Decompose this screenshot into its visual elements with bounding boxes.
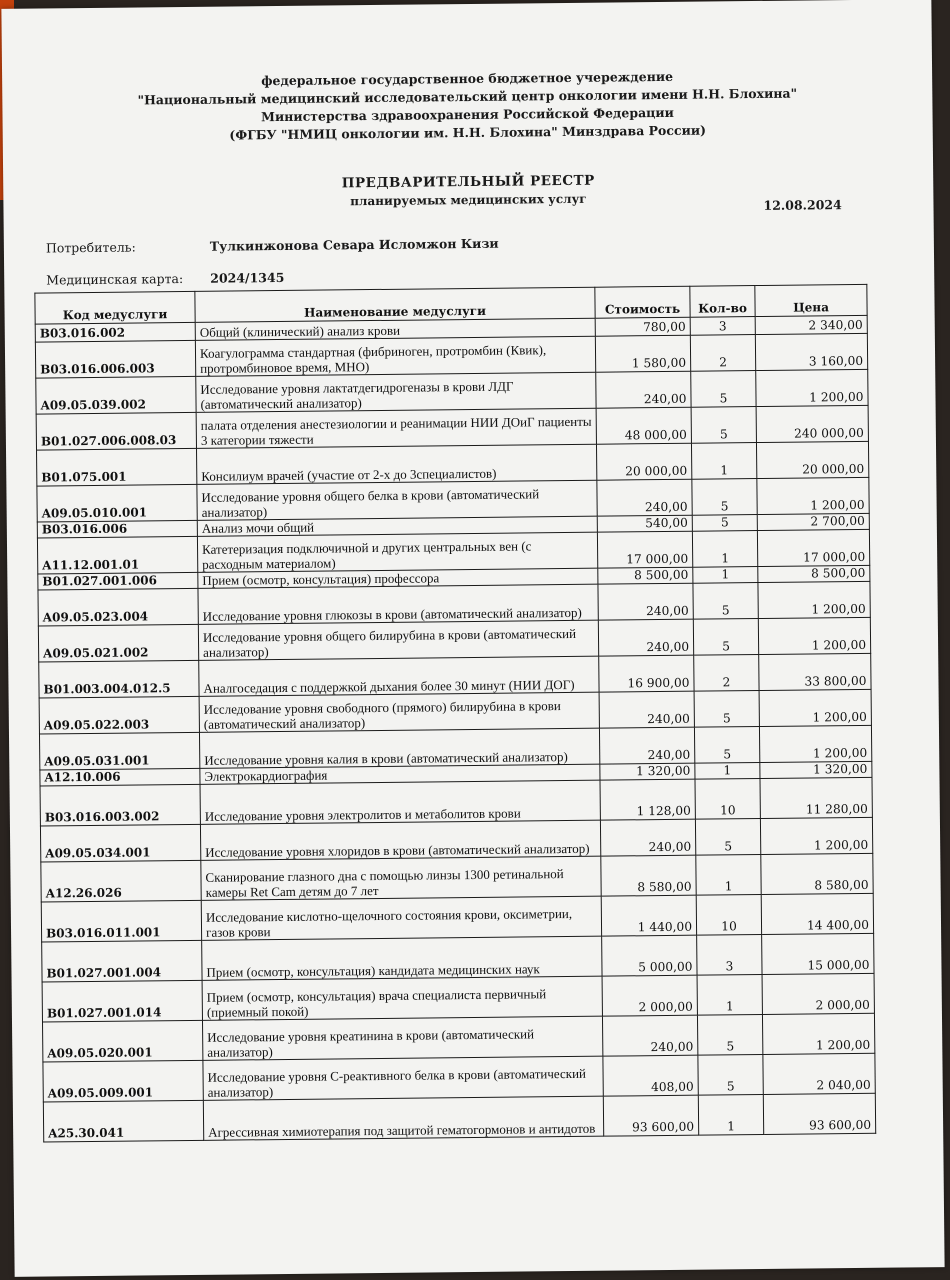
service-price: 1 200,00 [757, 477, 869, 514]
service-quantity: 5 [693, 619, 758, 656]
service-price: 2 000,00 [762, 973, 874, 1014]
service-name: Исследование уровня креатинина в крови (автоматический анализатор) [202, 1016, 602, 1060]
consumer-label: Потребитель: [45, 239, 136, 256]
service-price: 1 200,00 [756, 369, 868, 406]
service-price: 93 600,00 [763, 1093, 875, 1134]
service-quantity: 5 [692, 515, 757, 532]
document-date: 12.08.2024 [763, 197, 842, 213]
header-cost: Стоимость [595, 286, 690, 318]
service-cost: 1 440,00 [601, 895, 696, 936]
service-cost: 240,00 [599, 691, 694, 728]
service-price: 8 500,00 [758, 565, 870, 582]
service-price: 1 320,00 [760, 761, 872, 778]
service-code: A09.05.031.001 [39, 732, 199, 770]
service-cost: 8 580,00 [601, 855, 696, 896]
service-code: A12.26.026 [41, 860, 201, 902]
service-quantity: 5 [691, 371, 756, 408]
service-quantity: 5 [691, 407, 756, 444]
medical-card-number: 2024/1345 [210, 269, 285, 286]
service-price: 14 400,00 [761, 893, 873, 934]
service-code: B01.027.001.006 [38, 572, 198, 590]
service-code: B01.027.001.004 [42, 940, 202, 982]
services-table [34, 284, 876, 1143]
service-price: 1 200,00 [762, 1013, 874, 1054]
service-cost: 17 000,00 [597, 531, 692, 568]
service-cost: 408,00 [603, 1055, 698, 1096]
header-line-3: Министерства здравоохранения Российской Федерации [261, 104, 674, 125]
service-price: 3 160,00 [755, 333, 867, 370]
service-cost: 1 320,00 [600, 763, 695, 780]
service-name: Прием (осмотр, консультация) кандидата медицинских наук [202, 936, 602, 980]
service-quantity: 1 [697, 974, 762, 1015]
header-line-1: федеральное государственное бюджетное учереждение [261, 68, 674, 89]
service-name: Исследование уровня калия в крови (автоматический анализатор) [199, 728, 599, 768]
service-price: 1 200,00 [758, 617, 870, 654]
consumer-row [46, 236, 499, 256]
service-quantity: 10 [696, 894, 761, 935]
service-cost: 240,00 [598, 619, 693, 656]
service-price: 33 800,00 [759, 653, 871, 690]
service-quantity: 1 [696, 854, 761, 895]
service-cost: 5 000,00 [602, 935, 697, 976]
service-name: Электрокардиография [200, 764, 600, 784]
service-name: Прием (осмотр, консультация) врача специалиста первичный (приемный покой) [202, 976, 602, 1020]
service-quantity: 2 [690, 335, 755, 372]
service-code: A09.05.039.002 [36, 376, 196, 414]
service-quantity: 5 [693, 583, 758, 620]
service-cost: 16 900,00 [599, 655, 694, 692]
service-name: Исследование кислотно-щелочного состояния крови, оксиметрии, газов крови [201, 896, 601, 940]
service-cost: 240,00 [602, 1015, 697, 1056]
service-cost: 48 000,00 [596, 407, 691, 444]
service-code: A09.05.009.001 [43, 1060, 203, 1102]
service-quantity: 3 [690, 317, 755, 336]
service-code: B03.016.003.002 [40, 784, 200, 826]
service-name: Прием (осмотр, консультация) профессора [198, 568, 598, 588]
header-line-2: "Национальный медицинский исследовательский центр онкологии имени Н.Н. Блохина" [137, 85, 798, 108]
service-quantity: 5 [694, 691, 759, 728]
service-name: Аналгоседация с поддержкой дыхания более 30 минут (НИИ ДОГ) [199, 656, 599, 696]
service-cost: 240,00 [596, 371, 691, 408]
service-quantity: 3 [697, 934, 762, 975]
service-name: Исследование уровня электролитов и метаболитов крови [200, 780, 600, 824]
service-code: B03.016.006 [37, 520, 197, 538]
service-quantity: 5 [698, 1054, 763, 1095]
service-cost: 2 000,00 [602, 975, 697, 1016]
service-code: B03.016.006.003 [35, 340, 195, 378]
service-code: A25.30.041 [43, 1100, 203, 1142]
service-price: 20 000,00 [756, 441, 868, 478]
service-quantity: 1 [693, 567, 758, 584]
service-price: 2 700,00 [757, 513, 869, 530]
medical-card-row [46, 270, 284, 287]
service-cost: 1 128,00 [600, 779, 695, 820]
service-quantity: 1 [692, 531, 757, 568]
service-price: 1 200,00 [759, 725, 871, 762]
service-name: Агрессивная химиотерапия под защитой гематогормонов и антидотов [203, 1096, 603, 1140]
service-price: 15 000,00 [762, 933, 874, 974]
service-name: Коагулограмма стандартная (фибриноген, протромбин (Квик), протромбиновое время, МНО) [195, 336, 595, 376]
service-price: 2 340,00 [755, 315, 867, 334]
service-cost: 8 500,00 [598, 567, 693, 584]
header-line-4: (ФГБУ "НМИЦ онкологии им. Н.Н. Блохина" Минздрава России) [229, 122, 707, 143]
service-quantity: 5 [694, 727, 759, 764]
medical-card-label: Медицинская карта: [46, 271, 184, 288]
service-name: Сканирование глазного дна с помощью линзы 1300 ретинальной камеры Ret Cam детям до 7 лет [201, 856, 601, 900]
service-name: Исследование уровня С-реактивного белка в крови (автоматический анализатор) [203, 1056, 603, 1100]
service-name: Исследование уровня хлоридов в крови (автоматический анализатор) [200, 820, 600, 860]
service-code: B01.027.001.014 [42, 980, 202, 1022]
service-price: 240 000,00 [756, 405, 868, 442]
service-cost: 93 600,00 [603, 1095, 698, 1136]
service-cost: 240,00 [598, 583, 693, 620]
service-code: A09.05.023.004 [38, 588, 198, 626]
service-price: 2 040,00 [763, 1053, 875, 1094]
service-code: A09.05.022.003 [39, 696, 199, 734]
service-code: A09.05.021.002 [38, 624, 198, 662]
service-price: 8 580,00 [761, 853, 873, 894]
title-main: ПРЕДВАРИТЕЛЬНЫЙ РЕЕСТР [341, 172, 595, 192]
service-quantity: 5 [692, 479, 757, 516]
header-price: Цена [755, 284, 867, 316]
service-name: Катетеризация подключичной и других центральных вен (с расходным материалом) [197, 532, 597, 572]
service-code: B01.003.004.012.5 [39, 660, 199, 698]
service-cost: 240,00 [599, 727, 694, 764]
service-name: Анализ мочи общий [197, 516, 597, 536]
service-quantity: 1 [691, 443, 756, 480]
service-code: B01.027.006.008.03 [36, 412, 196, 450]
service-name: Исследование уровня свободного (прямого) билирубина в крови (автоматический анализатор) [199, 692, 599, 732]
service-price: 11 280,00 [760, 777, 872, 818]
service-price: 1 200,00 [758, 581, 870, 618]
table-row [43, 1093, 875, 1142]
service-cost: 1 580,00 [595, 335, 690, 372]
service-code: B03.016.011.001 [41, 900, 201, 942]
service-quantity: 1 [698, 1094, 763, 1135]
service-name: Исследование уровня лактатдегидрогеназы в крови ЛДГ (автоматический анализатор) [196, 372, 596, 412]
header-code: Код медуслуги [35, 291, 195, 324]
service-price: 17 000,00 [757, 529, 869, 566]
service-quantity: 2 [694, 655, 759, 692]
institution-header [2, 65, 933, 147]
service-quantity: 5 [695, 819, 760, 856]
service-name: палата отделения анестезиологии и реанимации НИИ ДОиГ пациенты 3 категории тяжести [196, 408, 596, 448]
service-code: A09.05.034.001 [40, 824, 200, 862]
title-sub: планируемых медицинских услуг [350, 191, 587, 209]
service-quantity: 10 [695, 779, 760, 820]
service-code: A09.05.020.001 [42, 1020, 202, 1062]
service-name: Исследование уровня глюкозы в крови (автоматический анализатор) [198, 584, 598, 624]
header-name: Наименование медуслуги [195, 287, 595, 322]
service-code: A09.05.010.001 [37, 484, 197, 522]
service-cost: 780,00 [595, 317, 690, 336]
service-name: Общий (клинический) анализ крови [195, 318, 595, 340]
service-name: Консилиум врачей (участие от 2-х до 3специалистов) [196, 444, 596, 484]
service-cost: 20 000,00 [596, 443, 691, 480]
service-cost: 540,00 [597, 515, 692, 532]
header-qty: Кол-во [690, 286, 755, 318]
service-cost: 240,00 [597, 479, 692, 516]
service-name: Исследование уровня общего билирубина в крови (автоматический анализатор) [198, 620, 598, 660]
service-code: A11.12.001.01 [37, 536, 197, 574]
consumer-name: Тулкинжонова Севара Исломжон Кизи [209, 235, 499, 254]
service-cost: 240,00 [600, 819, 695, 856]
service-name: Исследование уровня общего белка в крови (автоматический анализатор) [197, 480, 597, 520]
service-code: B03.016.002 [35, 322, 195, 342]
service-quantity: 1 [695, 763, 760, 780]
service-quantity: 5 [697, 1014, 762, 1055]
service-price: 1 200,00 [759, 689, 871, 726]
service-price: 1 200,00 [760, 817, 872, 854]
service-code: A12.10.006 [40, 768, 200, 786]
service-code: B01.075.001 [37, 448, 197, 486]
document-page [1, 0, 944, 1277]
